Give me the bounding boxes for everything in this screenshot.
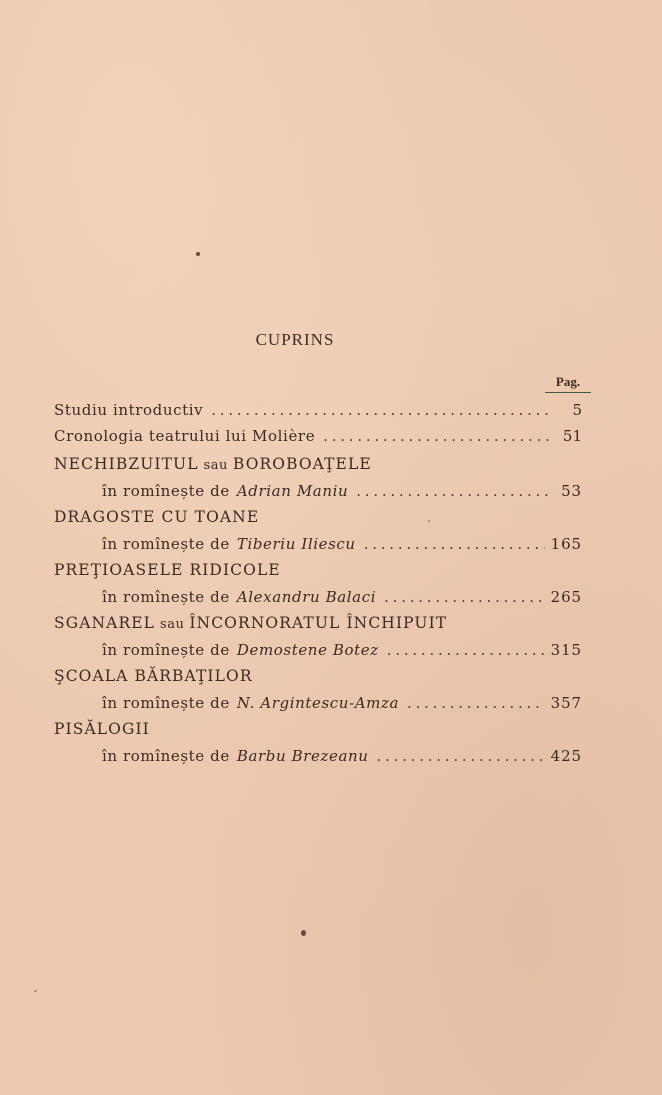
play-page: 425 [550,747,582,765]
leader-dots [377,743,545,769]
paper-speck [34,990,37,992]
play-title: NECHIBZUITUL [54,455,199,473]
paper-speck [196,252,200,256]
play-translation-row [54,478,582,504]
play-title: SGANAREL [54,614,156,632]
translator-name: N. Argintescu-Amza [236,694,400,712]
play-title: DRAGOSTE CU TOANE [54,508,260,526]
play-translation-row [54,637,582,663]
page-title: CUPRINS [255,330,335,349]
toc-entry-label: Cronologia teatrului lui Molière [54,427,316,445]
translator-name: Tiberiu Iliescu [236,535,356,553]
play-page: 53 [561,482,582,500]
translator-name: Demostene Botez [236,641,379,659]
translator-prefix: în romînește de [102,482,230,500]
play-title: PISĂLOGII [54,720,150,738]
play-page: 357 [550,694,582,712]
play-translation-row [54,531,582,557]
translator-prefix: în romînește de [102,694,230,712]
play-subtitle: ÎNCORNORATUL ÎNCHIPUIT [189,614,448,632]
translator-prefix: în romînește de [102,588,230,606]
translator-name: Alexandru Balaci [236,588,377,606]
toc-entry-page: 5 [572,401,582,419]
play-translation-row [54,690,582,716]
toc-entry-page: 51 [562,427,582,445]
leader-dots [387,637,545,663]
translator-prefix: în romînește de [102,535,230,553]
play-title-pisalogii [54,716,582,743]
leader-dots [384,584,545,610]
table-of-contents [54,397,582,769]
translator-prefix: în romînește de [102,747,230,765]
play-title-sganarel [54,610,582,637]
translator-name: Adrian Maniu [236,482,349,500]
leader-dots [364,531,545,557]
play-subtitle: BOROBOAŢELE [232,455,372,473]
play-title: ŞCOALA BĂRBAŢILOR [54,667,253,685]
paper-speck [428,520,430,522]
play-title-dragoste [54,504,582,531]
play-page: 265 [550,588,582,606]
play-translation-row [54,584,582,610]
play-page: 165 [550,535,582,553]
play-title-connector: sau [203,458,228,473]
translator-name: Barbu Brezeanu [236,747,369,765]
toc-entry-cronologia [54,423,582,449]
page-column-label: Pag. [545,374,591,393]
play-title-nechibzuitul [54,451,582,478]
play-translation-row [54,743,582,769]
translator-prefix: în romînește de [102,641,230,659]
toc-entry-label: Studiu introductiv [54,401,204,419]
play-title-scoala [54,663,582,690]
leader-dots [323,423,554,449]
paper-speck [301,930,306,936]
leader-dots [356,478,554,504]
play-title-connector: sau [160,617,185,632]
play-title-pretioasele [54,557,582,584]
leader-dots [211,397,554,423]
play-title: PREŢIOASELE RIDICOLE [54,561,281,579]
leader-dots [407,690,545,716]
toc-entry-studiu [54,397,582,423]
play-page: 315 [550,641,582,659]
